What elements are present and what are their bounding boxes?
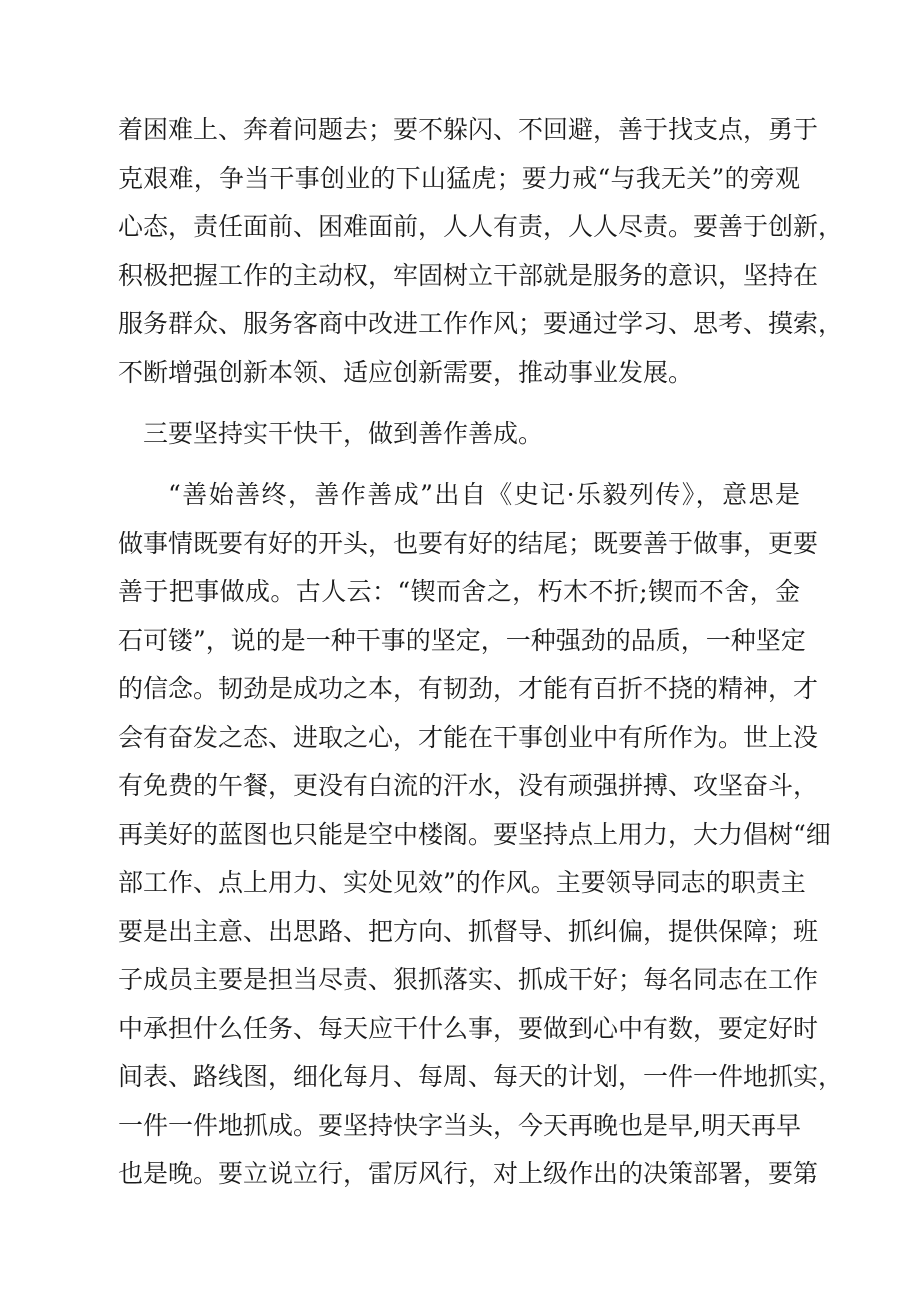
paragraph-2-line: 间表、路线图，细化每月、每周、每天的计划，一件一件地抓实， [118, 1062, 844, 1091]
paragraph-2-line: 的信念。韧劲是成功之本，有韧劲，才能有百折不挠的精神，才 [118, 674, 819, 703]
paragraph-1-line: 克艰难，争当干事创业的下山猛虎；要力戒“与我无关”的旁观 [118, 163, 800, 193]
paragraph-2-line: 一件一件地抓成。要坚持快字当头，今天再晚也是早,明天再早 [118, 1110, 801, 1140]
paragraph-1-line: 心态，责任面前、困难面前，人人有责，人人尽责。要善于创新， [118, 212, 844, 241]
paragraph-2-line: 子成员主要是担当尽责、狠抓落实、抓成干好；每名同志在工作 [118, 965, 819, 994]
paragraph-2-line: 再美好的蓝图也只能是空中楼阁。要坚持点上用力，大力倡树“细 [118, 819, 831, 849]
paragraph-2-line: 也是晚。要立说立行，雷厉风行，对上级作出的决策部署，要第 [118, 1159, 819, 1188]
paragraph-1 [118, 106, 844, 397]
paragraph-2-line: 有免费的午餐，更没有白流的汗水，没有顽强拼搏、攻坚奋斗， [118, 771, 819, 800]
paragraph-2 [118, 471, 844, 1199]
paragraph-1-line: 着困难上、奔着问题去；要不躲闪、不回避，善于找支点，勇于 [118, 115, 819, 144]
section-heading-text: 三要坚持实干快干，做到善作善成。 [143, 419, 544, 448]
paragraph-2-line: “善始善终，善作善成”出自《史记·乐毅列传》，意思是 [168, 480, 800, 509]
paragraph-2-line: 中承担什么任务、每天应干什么事，要做到心中有数，要定好时 [118, 1013, 819, 1043]
paragraph-2-line: 部工作、点上用力、实处见效”的作风。主要领导同志的职责主 [118, 868, 806, 897]
section-heading-3 [143, 410, 743, 459]
paragraph-2-line: 会有奋发之态、进取之心，才能在干事创业中有所作为。世上没 [118, 722, 819, 752]
paragraph-1-line: 积极把握工作的主动权，牢固树立干部就是服务的意识，坚持在 [118, 260, 819, 290]
paragraph-2-line: 要是出主意、出思路、把方向、抓督导、抓纠偏，提供保障；班 [118, 916, 819, 946]
paragraph-2-line: 石可镂”，说的是一种干事的坚定，一种强劲的品质，一种坚定 [118, 625, 806, 655]
paragraph-2-line: 做事情既要有好的开头，也要有好的结尾；既要善于做事，更要 [118, 528, 819, 558]
paragraph-1-line: 服务群众、服务客商中改进工作作风；要通过学习、思考、摸索， [118, 309, 844, 338]
paragraph-2-line: 善于把事做成。古人云：“锲而舍之，朽木不折;锲而不舍，金 [118, 577, 800, 606]
paragraph-1-line: 不断增强创新本领、适应创新需要，推动事业发展。 [118, 357, 694, 387]
